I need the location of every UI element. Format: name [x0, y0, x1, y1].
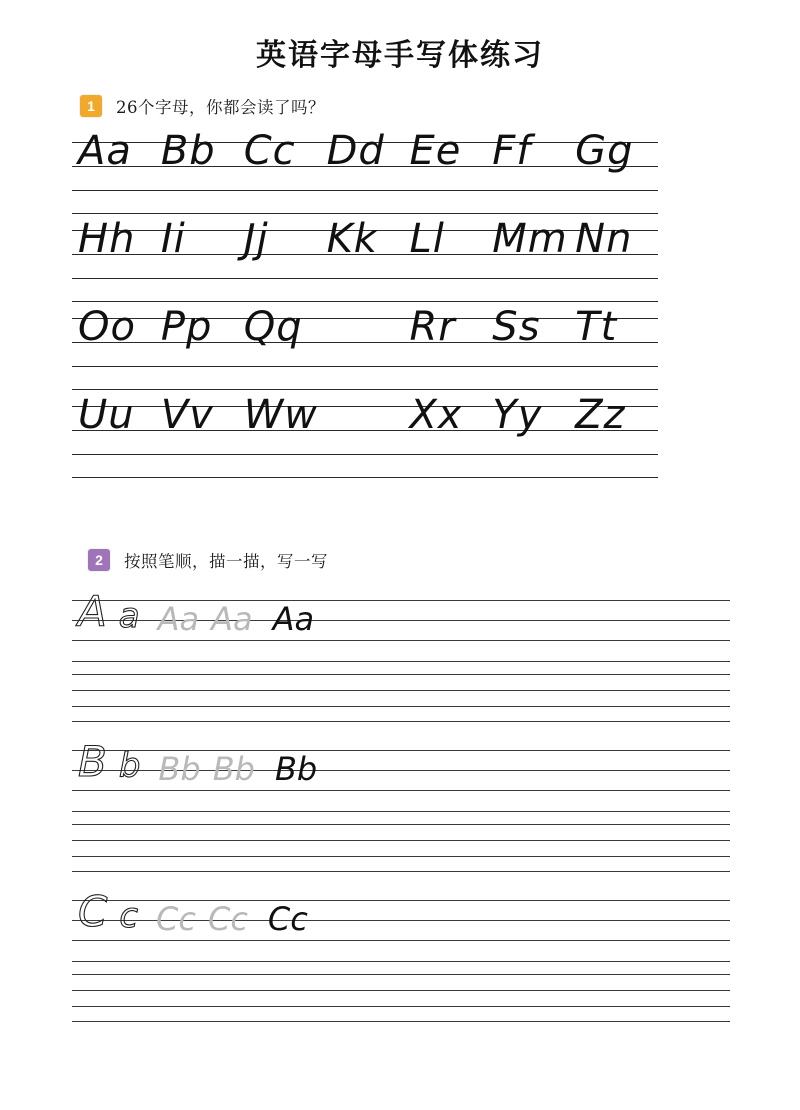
practice-block-c — [72, 887, 730, 1022]
letter-pair: Vv — [160, 392, 214, 438]
rule-line — [72, 661, 730, 662]
letter-pair: Tt — [575, 304, 618, 350]
letter-pair: Dd — [326, 128, 385, 174]
rule-line — [72, 1006, 730, 1007]
letter-pair: Ee — [409, 128, 462, 174]
rule-line — [72, 721, 730, 722]
practice-top-staff — [72, 587, 730, 662]
rule-line — [72, 840, 730, 841]
trace-letter-pair: Cc — [207, 900, 248, 938]
written-letter-pair: Bb — [274, 750, 318, 788]
stroke-order-lowercase-glyph: b — [118, 746, 141, 786]
alphabet-staff-row-2 — [72, 216, 658, 302]
practice-block-b — [72, 737, 730, 872]
section-2-badge: 2 — [88, 549, 110, 571]
letter-pair: Bb — [160, 128, 216, 174]
rule-line — [72, 856, 730, 857]
alphabet-letters — [78, 392, 658, 478]
written-letter-pair: Cc — [267, 900, 308, 938]
alphabet-staff-row-3 — [72, 304, 658, 390]
rule-line — [72, 674, 730, 675]
rule-line — [72, 824, 730, 825]
rule-line — [72, 706, 730, 707]
letter-pair: Xx — [409, 392, 463, 438]
stroke-order-uppercase-glyph: B — [78, 737, 107, 786]
letter-pair: Yy — [492, 392, 543, 438]
rule-line — [72, 1021, 730, 1022]
stroke-order-lowercase-glyph: c — [119, 896, 139, 936]
trace-letter-pair: Bb — [158, 750, 201, 788]
alphabet-letters — [78, 304, 658, 390]
stroke-order-group — [72, 887, 308, 960]
trace-letter-pair: Aa — [211, 600, 253, 638]
practice-blank-staff[interactable] — [72, 974, 730, 1022]
letter-pair: Zz — [575, 392, 626, 438]
letter-pair: Nn — [575, 216, 633, 262]
letter-pair: Ss — [492, 304, 541, 350]
alphabet-staff-row-4 — [72, 392, 658, 478]
trace-letter-pair: Aa — [157, 600, 200, 638]
stroke-order-lowercase-glyph: a — [118, 596, 140, 636]
trace-letter-pair: Bb — [212, 750, 255, 788]
letter-pair: Rr — [409, 304, 456, 350]
letter-pair: Jj — [243, 216, 269, 262]
section-1-badge: 1 — [80, 95, 102, 117]
letter-pair: Ww — [243, 392, 318, 438]
rule-line — [72, 690, 730, 691]
letter-pair: Aa — [78, 128, 132, 174]
trace-letter-pair: Cc — [156, 900, 196, 938]
letter-pair: Gg — [575, 128, 634, 174]
rule-line — [72, 974, 730, 975]
letter-pair: Qq — [243, 304, 303, 350]
letter-pair: Oo — [78, 304, 136, 350]
letter-pair: Ll — [409, 216, 445, 262]
section-2-header — [88, 548, 328, 572]
practice-blank-staff[interactable] — [72, 824, 730, 872]
rule-line — [72, 961, 730, 962]
letter-pair: Hh — [78, 216, 136, 262]
section-1-instruction: 26个字母，你都会读了吗？ — [116, 98, 325, 117]
rule-line — [72, 811, 730, 812]
stroke-order-uppercase-glyph: A — [78, 587, 107, 636]
stroke-order-group — [72, 587, 315, 660]
rule-line — [72, 990, 730, 991]
letter-pair: Ii — [160, 216, 186, 262]
stroke-order-group — [72, 737, 318, 810]
stroke-order-uppercase-glyph: C — [78, 887, 108, 936]
letter-pair: Pp — [160, 304, 213, 350]
letter-pair: Mm — [492, 216, 568, 262]
section-2-instruction: 按照笔顺，描一描，写一写 — [124, 552, 328, 571]
practice-top-staff — [72, 737, 730, 812]
section-1-header — [80, 94, 325, 118]
practice-block-a — [72, 587, 730, 722]
letter-pair: Kk — [326, 216, 378, 262]
alphabet-letters — [78, 128, 658, 214]
alphabet-letters — [78, 216, 658, 302]
practice-blank-staff[interactable] — [72, 674, 730, 722]
written-letter-pair: Aa — [272, 600, 315, 638]
rule-line — [72, 871, 730, 872]
letter-pair: Cc — [243, 128, 296, 174]
letter-pair: Ff — [492, 128, 532, 174]
letter-pair: Uu — [78, 392, 135, 438]
practice-top-staff — [72, 887, 730, 962]
alphabet-staff-row-1 — [72, 128, 658, 214]
page-title: 英语字母手写体练习 — [256, 38, 544, 73]
